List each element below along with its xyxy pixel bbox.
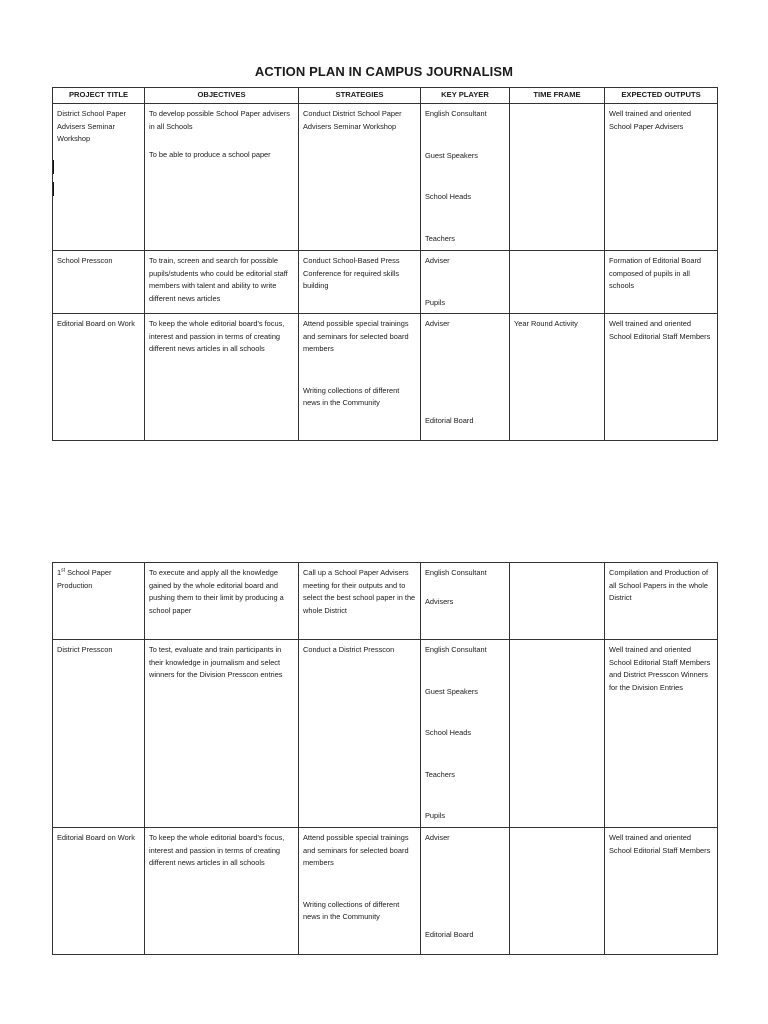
key-player-text: Adviser [425, 256, 450, 265]
strategy-text: Writing collections of different news in the Community [303, 899, 400, 922]
cell-expected-outputs: Formation of Editorial Board composed of pupils in all schools [605, 251, 718, 314]
table-row [53, 640, 718, 828]
cell-strategies [299, 314, 421, 441]
cell-objectives: To train, screen and search for possible pupils/students who could be editorial staff members with talent and ability to write different news articles [145, 251, 299, 314]
table-row [53, 251, 718, 314]
cell-objectives: To test, evaluate and train participants in their knowledge in journalism and select winners for the Division Presscon entries [145, 640, 299, 828]
header-time-frame: TIME FRAME [510, 88, 605, 104]
key-player-text: English Consultant [425, 109, 487, 118]
action-plan-table-1 [52, 87, 718, 441]
cell-time-frame [510, 251, 605, 314]
cell-objectives: To keep the whole editorial board's focus, interest and passion in terms of creating different news articles in all schools [145, 828, 299, 955]
key-player-text: Editorial Board [425, 415, 474, 425]
key-player-text: School Heads [425, 728, 472, 738]
cell-strategies [299, 828, 421, 955]
key-player-text: Guest Speakers [425, 686, 478, 696]
key-player-text: English Consultant [425, 645, 487, 654]
cell-project-title: School Presscon [53, 251, 145, 314]
table-row [53, 104, 718, 251]
strategy-text: Attend possible special trainings and seminars for selected board members [303, 319, 409, 354]
key-player-text: Teachers [425, 769, 455, 779]
key-player-text: Advisers [425, 596, 454, 606]
table-row [53, 563, 718, 640]
cell-time-frame: Year Round Activity [510, 314, 605, 441]
action-plan-table-2 [52, 562, 718, 955]
cell-time-frame [510, 828, 605, 955]
cell-strategies: Conduct a District Presscon [299, 640, 421, 828]
cell-key-player [421, 828, 510, 955]
table-row [53, 828, 718, 955]
header-strategies: STRATEGIES [299, 88, 421, 104]
cell-strategies: Call up a School Paper Advisers meeting for their outputs and to select the best school paper in the whole District [299, 563, 421, 640]
objective-text: To be able to produce a school paper [149, 150, 271, 160]
cell-key-player [421, 563, 510, 640]
ordinal-suffix: st [61, 567, 66, 574]
cell-time-frame [510, 640, 605, 828]
cell-expected-outputs: Well trained and oriented School Editorial Staff Members [605, 314, 718, 441]
cell-expected-outputs: Well trained and oriented School Paper Advisers [605, 104, 718, 251]
header-objectives: OBJECTIVES [145, 88, 299, 104]
header-expected-outputs: EXPECTED OUTPUTS [605, 88, 718, 104]
cell-expected-outputs: Compilation and Production of all School Papers in the whole District [605, 563, 718, 640]
objective-text: To develop possible School Paper advisers in all Schools [149, 109, 290, 131]
key-player-text: Editorial Board [425, 929, 474, 939]
key-player-text: Teachers [425, 233, 455, 243]
key-player-text: Pupils [425, 297, 446, 307]
header-project-title: PROJECT TITLE [53, 88, 145, 104]
key-player-text: Adviser [425, 319, 450, 328]
cell-key-player [421, 104, 510, 251]
cell-time-frame [510, 104, 605, 251]
key-player-text: English Consultant [425, 568, 487, 577]
cell-project-title: District Presscon [53, 640, 145, 828]
cell-project-title: Editorial Board on Work [53, 828, 145, 955]
project-title-text: School Paper Production [57, 568, 112, 590]
header-key-player: KEY PLAYER [421, 88, 510, 104]
strategy-text: Attend possible special trainings and seminars for selected board members [303, 833, 409, 868]
cell-project-title [53, 563, 145, 640]
key-player-text: School Heads [425, 192, 472, 202]
cell-objectives: To execute and apply all the knowledge gained by the whole editorial board and pushing them to their limit by producing a school paper [145, 563, 299, 640]
cell-key-player [421, 251, 510, 314]
key-player-text: Guest Speakers [425, 150, 478, 160]
cell-objectives [145, 104, 299, 251]
cell-key-player [421, 314, 510, 441]
page-title: ACTION PLAN IN CAMPUS JOURNALISM [254, 64, 514, 79]
cell-key-player [421, 640, 510, 828]
cell-time-frame [510, 563, 605, 640]
cell-objectives: To keep the whole editorial board's focus, interest and passion in terms of creating different news articles in all schools [145, 314, 299, 441]
header-row [53, 88, 718, 104]
strategy-text: Conduct District School Paper Advisers Seminar Workshop [303, 109, 402, 131]
table-row [53, 314, 718, 441]
cell-project-title: District School Paper Advisers Seminar Workshop [53, 104, 145, 251]
key-player-text: Adviser [425, 833, 450, 842]
cell-expected-outputs: Well trained and oriented School Editorial Staff Members [605, 828, 718, 955]
strategy-text: Writing collections of different news in the Community [303, 385, 400, 408]
cell-strategies: Conduct School-Based Press Conference for required skills building [299, 251, 421, 314]
ordinal-number: 1 [57, 568, 62, 577]
cell-expected-outputs: Well trained and oriented School Editorial Staff Members and District Presscon Winners for the Division Entries [605, 640, 718, 828]
key-player-text: Pupils [425, 811, 446, 821]
cell-strategies [299, 104, 421, 251]
cell-project-title: Editorial Board on Work [53, 314, 145, 441]
